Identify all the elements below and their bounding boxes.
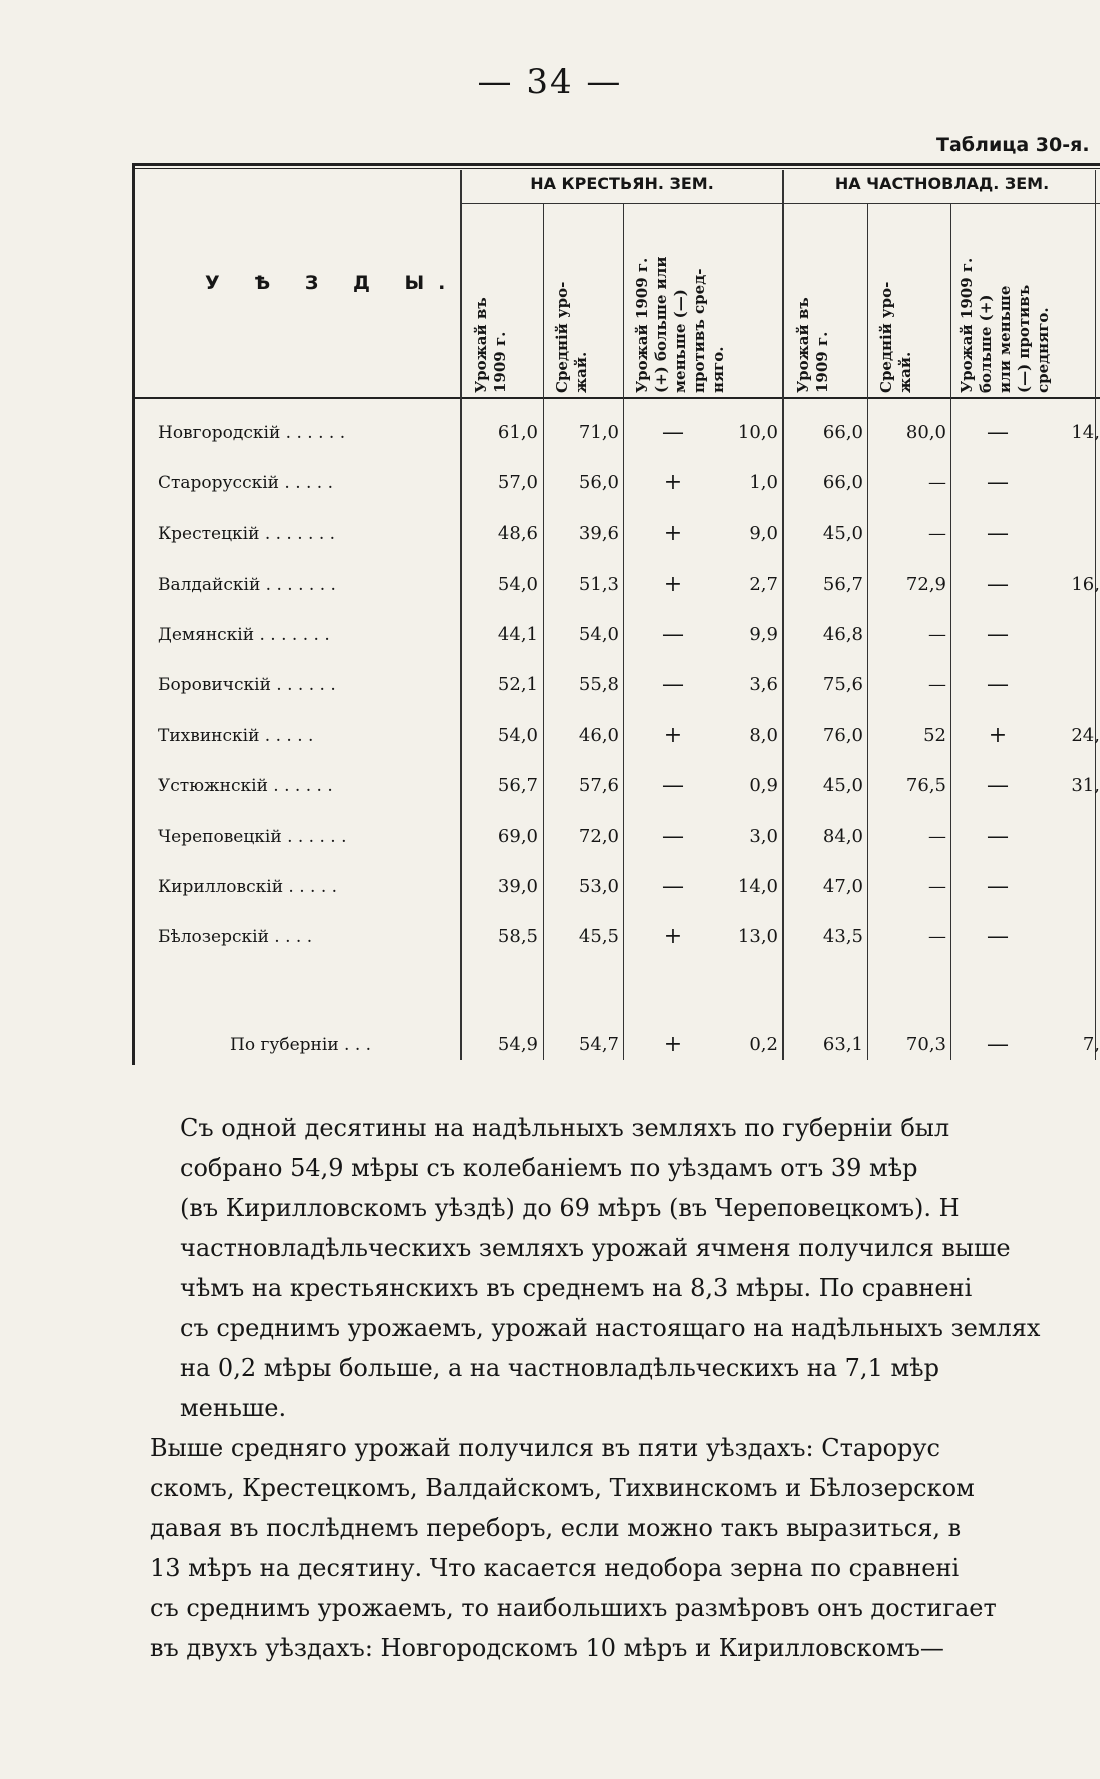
cell-s6: —: [987, 572, 1009, 597]
table-row: [0, 922, 1100, 952]
cell-c6: 31,: [1071, 775, 1100, 796]
cell-c5: —: [928, 472, 946, 493]
table-row: [0, 620, 1100, 650]
cell-c2: 54,7: [578, 1034, 619, 1055]
group-header-private: НА ЧАСТНОВЛАД. ЗЕМ.: [834, 174, 1050, 193]
table-label: Таблица 30-я.: [936, 134, 1090, 156]
paragraph-line: на 0,2 мѣры больше, а на частновладѣльческихъ на 7,1 мѣр: [180, 1354, 939, 1382]
cell-c6: 7,: [1082, 1034, 1100, 1055]
cell-s6: —: [987, 622, 1009, 647]
paragraph-line: съ среднимъ урожаемъ, урожай настоящаго на надѣльныхъ землях: [180, 1314, 1041, 1342]
table-row: [0, 468, 1100, 498]
cell-c5: —: [928, 624, 946, 645]
cell-c4: 46,8: [822, 624, 863, 645]
cell-c5: —: [928, 523, 946, 544]
paragraph-line: давая въ послѣднемъ переборъ, если можно такъ выразиться, в: [150, 1514, 962, 1542]
cell-s3: —: [662, 824, 684, 849]
paragraph-line: скомъ, Крестецкомъ, Валдайскомъ, Тихвинскомъ и Бѣлозерском: [150, 1474, 975, 1502]
cell-c3: 1,0: [749, 472, 778, 493]
cell-c2: 54,0: [578, 624, 619, 645]
cell-c1: 54,9: [497, 1034, 538, 1055]
cell-c1: 54,0: [497, 574, 538, 595]
cell-c3: 9,0: [749, 523, 778, 544]
cell-c5: 52: [923, 725, 946, 746]
paragraph-line: Съ одной десятины на надѣльныхъ земляхъ по губерніи был: [180, 1114, 950, 1142]
district-name: Тихвинскій . . . . .: [158, 726, 314, 746]
cell-c4: 66,0: [822, 422, 863, 443]
cell-c4: 45,0: [822, 523, 863, 544]
row-header-title: У Ѣ З Д Ы.: [205, 272, 460, 294]
cell-c3: 10,0: [737, 422, 778, 443]
cell-c6: 14,: [1071, 422, 1100, 443]
table-row: [0, 519, 1100, 549]
cell-c6: 24,: [1071, 725, 1100, 746]
cell-c4: 84,0: [822, 826, 863, 847]
cell-s3: —: [662, 622, 684, 647]
district-name: Крестецкій . . . . . . .: [158, 524, 336, 544]
cell-c2: 39,6: [578, 523, 619, 544]
paragraph-line: собрано 54,9 мѣры съ колебаніемъ по уѣздамъ отъ 39 мѣр: [180, 1154, 918, 1182]
cell-c3: 9,9: [749, 624, 778, 645]
table-row: [0, 418, 1100, 448]
cell-c2: 46,0: [578, 725, 619, 746]
cell-c3: 3,0: [749, 826, 778, 847]
cell-c1: 39,0: [497, 876, 538, 897]
paragraph-line: съ среднимъ урожаемъ, то наибольшихъ размѣровъ онъ достигает: [150, 1594, 997, 1622]
table-top-rule: [132, 163, 1100, 166]
paragraph-line: частновладѣльческихъ земляхъ урожай ячменя получился выше: [180, 1234, 1011, 1262]
table-top-rule-thin: [132, 168, 1100, 169]
cell-s3: +: [663, 924, 683, 949]
table-row: [0, 721, 1100, 751]
cell-c2: 56,0: [578, 472, 619, 493]
cell-s6: —: [987, 420, 1009, 445]
cell-s3: +: [663, 521, 683, 546]
cell-c2: 71,0: [578, 422, 619, 443]
paragraph-line: чѣмъ на крестьянскихъ въ среднемъ на 8,3 мѣры. По сравнені: [180, 1274, 973, 1302]
cell-s3: —: [662, 874, 684, 899]
group-header-rule: [460, 203, 1100, 204]
cell-s3: —: [662, 420, 684, 445]
cell-c5: —: [928, 826, 946, 847]
paragraph: [150, 1428, 1095, 1668]
cell-c1: 61,0: [497, 422, 538, 443]
col-header-average-peasant: Средній уро- жай.: [553, 281, 590, 393]
cell-c4: 76,0: [822, 725, 863, 746]
district-name: Демянскій . . . . . . .: [158, 625, 330, 645]
cell-c1: 48,6: [497, 523, 538, 544]
paragraph-line: въ двухъ уѣздахъ: Новгородскомъ 10 мѣръ и Кирилловскомъ—: [150, 1634, 944, 1662]
cell-c4: 43,5: [822, 926, 863, 947]
page-number: — 34 —: [477, 62, 623, 102]
paragraph-line: (въ Кирилловскомъ уѣздѣ) до 69 мѣръ (въ Череповецкомъ). Н: [180, 1194, 960, 1222]
table-header-rule: [132, 397, 1100, 399]
district-name: По губерніи . . .: [230, 1035, 372, 1055]
cell-s6: —: [987, 924, 1009, 949]
cell-s6: —: [987, 824, 1009, 849]
cell-c4: 66,0: [822, 472, 863, 493]
cell-s6: —: [987, 773, 1009, 798]
cell-c5: 80,0: [905, 422, 946, 443]
cell-s6: —: [987, 470, 1009, 495]
cell-s3: +: [663, 572, 683, 597]
cell-c3: 2,7: [749, 574, 778, 595]
cell-c5: 72,9: [905, 574, 946, 595]
cell-c4: 47,0: [822, 876, 863, 897]
cell-c1: 58,5: [497, 926, 538, 947]
cell-c3: 0,2: [749, 1034, 778, 1055]
cell-s3: —: [662, 672, 684, 697]
cell-c2: 72,0: [578, 826, 619, 847]
cell-c5: 76,5: [905, 775, 946, 796]
cell-c2: 51,3: [578, 574, 619, 595]
cell-s3: —: [662, 773, 684, 798]
cell-c5: —: [928, 876, 946, 897]
cell-c5: —: [928, 926, 946, 947]
district-name: Кирилловскій . . . . .: [158, 877, 338, 897]
col-header-harvest-1909-peasant: Урожай въ 1909 г.: [472, 297, 509, 393]
cell-c4: 56,7: [822, 574, 863, 595]
cell-s6: —: [987, 874, 1009, 899]
cell-c5: 70,3: [905, 1034, 946, 1055]
cell-c3: 13,0: [737, 926, 778, 947]
table-row: [0, 872, 1100, 902]
district-name: Бѣлозерскій . . . .: [158, 927, 313, 947]
cell-s3: +: [663, 723, 683, 748]
paragraph: [150, 1108, 1095, 1428]
paragraph-line: меньше.: [180, 1394, 287, 1422]
cell-s6: +: [988, 723, 1008, 748]
cell-c3: 14,0: [737, 876, 778, 897]
col-header-difference-private: Урожай 1909 г. больше (+) или меньше (—) противъ средняго.: [958, 257, 1052, 393]
cell-c1: 52,1: [497, 674, 538, 695]
cell-s3: +: [663, 470, 683, 495]
table-row: [0, 822, 1100, 852]
cell-c3: 0,9: [749, 775, 778, 796]
cell-c4: 63,1: [822, 1034, 863, 1055]
district-name: Валдайскій . . . . . . .: [158, 575, 336, 595]
group-header-peasant: НА КРЕСТЬЯН. ЗЕМ.: [530, 174, 714, 193]
col-header-harvest-1909-private: Урожай въ 1909 г.: [794, 297, 831, 393]
cell-c1: 56,7: [497, 775, 538, 796]
cell-c2: 45,5: [578, 926, 619, 947]
cell-c1: 44,1: [497, 624, 538, 645]
district-name: Старорусскій . . . . .: [158, 473, 334, 493]
cell-s6: —: [987, 521, 1009, 546]
cell-c2: 57,6: [578, 775, 619, 796]
district-name: Боровичскій . . . . . .: [158, 675, 336, 695]
district-name: Череповецкій . . . . . .: [158, 827, 347, 847]
cell-c1: 69,0: [497, 826, 538, 847]
cell-c3: 8,0: [749, 725, 778, 746]
col-header-difference-peasant: Урожай 1909 г. (+) больше или меньше (—) противъ сред- няго.: [633, 256, 727, 393]
table-row: [0, 670, 1100, 700]
paragraph-line: Выше средняго урожай получился въ пяти уѣздахъ: Старорус: [150, 1434, 940, 1462]
cell-c1: 57,0: [497, 472, 538, 493]
cell-s6: —: [987, 672, 1009, 697]
cell-c3: 3,6: [749, 674, 778, 695]
cell-c4: 75,6: [822, 674, 863, 695]
cell-s6: —: [987, 1032, 1009, 1057]
cell-c2: 55,8: [578, 674, 619, 695]
cell-c1: 54,0: [497, 725, 538, 746]
cell-c6: 16,: [1071, 574, 1100, 595]
table-row: [0, 771, 1100, 801]
col-header-average-private: Средній уро- жай.: [877, 281, 914, 393]
cell-c2: 53,0: [578, 876, 619, 897]
district-name: Устюжнскій . . . . . .: [158, 776, 333, 796]
table-total-row: [0, 1030, 1100, 1060]
cell-c5: —: [928, 674, 946, 695]
cell-c4: 45,0: [822, 775, 863, 796]
paragraph-line: 13 мѣръ на десятину. Что касается недобора зерна по сравнені: [150, 1554, 960, 1582]
cell-s3: +: [663, 1032, 683, 1057]
district-name: Новгородскій . . . . . .: [158, 423, 346, 443]
table-row: [0, 570, 1100, 600]
